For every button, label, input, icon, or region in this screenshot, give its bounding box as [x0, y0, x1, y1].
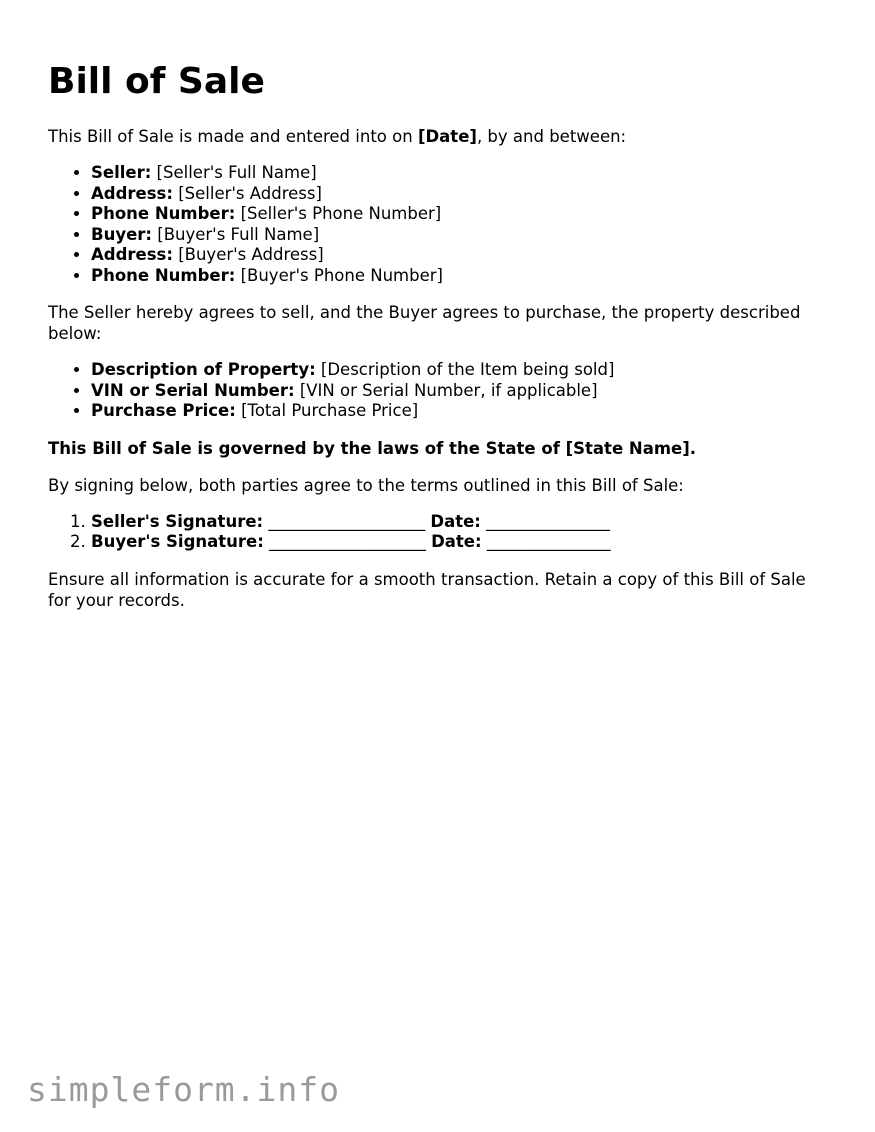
list-item-buyer-phone: [91, 266, 828, 287]
list-item-label: Phone Number:: [91, 204, 236, 223]
list-item-value: [Description of the Item being sold]: [315, 360, 615, 379]
document-title: Bill of Sale: [48, 61, 265, 102]
list-item-label: Purchase Price:: [91, 401, 236, 420]
date-line: _______________: [480, 511, 610, 531]
date-placeholder: [Date]: [417, 127, 477, 146]
signature-line: ___________________: [263, 511, 431, 531]
list-item-seller: [91, 163, 828, 184]
date-label: Date:: [431, 532, 482, 551]
date-label: Date:: [430, 511, 481, 531]
list-item-label: VIN or Serial Number:: [91, 380, 295, 400]
signatures-list: [48, 512, 828, 553]
list-item-value: [Seller's Phone Number]: [235, 204, 442, 223]
list-item-label: Buyer:: [91, 224, 153, 244]
signature-label: Buyer's Signature:: [91, 532, 264, 551]
list-item-value: [Total Purchase Price]: [235, 401, 419, 420]
list-item-description: [91, 360, 828, 381]
intro-prefix: This Bill of Sale is made and entered into on: [48, 127, 418, 146]
list-item-seller-address: [91, 184, 828, 205]
closing-paragraph: Ensure all information is accurate for a smooth transaction. Retain a copy of this Bill of Sale for your records.: [48, 569, 806, 610]
list-item-buyer-address: [91, 245, 828, 266]
document-page: [48, 60, 828, 627]
intro-suffix: , by and between:: [476, 127, 627, 146]
signing-paragraph: By signing below, both parties agree to the terms outlined in this Bill of Sale:: [48, 475, 684, 495]
agreement-paragraph: The Seller hereby agrees to sell, and the Buyer agrees to purchase, the property described below:: [48, 303, 801, 343]
list-item-value: [Buyer's Address]: [172, 245, 324, 264]
list-item-value: [Buyer's Full Name]: [152, 224, 320, 244]
list-item-price: [91, 401, 828, 422]
list-item-value: [VIN or Serial Number, if applicable]: [294, 380, 598, 400]
list-item-label: Description of Property:: [91, 360, 316, 379]
intro-paragraph: [48, 126, 828, 147]
governing-law-paragraph: This Bill of Sale is governed by the laws of the State of [State Name].: [48, 438, 697, 458]
list-item-value: [Seller's Address]: [172, 183, 322, 203]
list-item-label: Address:: [91, 245, 173, 264]
list-item-value: [Buyer's Phone Number]: [235, 265, 443, 285]
property-list: [48, 360, 828, 422]
signature-label: Seller's Signature:: [91, 511, 264, 531]
list-item-label: Seller:: [91, 163, 152, 182]
list-item-label: Address:: [91, 183, 173, 203]
list-item-seller-phone: [91, 204, 828, 225]
watermark: simpleform.info: [27, 1070, 341, 1109]
signature-line: ___________________: [263, 532, 432, 551]
list-item-buyer: [91, 225, 828, 246]
seller-signature-item: [91, 512, 828, 533]
list-item-vin: [91, 381, 828, 402]
list-item-value: [Seller's Full Name]: [151, 163, 317, 182]
list-item-label: Phone Number:: [91, 265, 236, 285]
buyer-signature-item: [91, 532, 828, 553]
parties-list: [48, 163, 828, 286]
date-line: _______________: [481, 532, 611, 551]
